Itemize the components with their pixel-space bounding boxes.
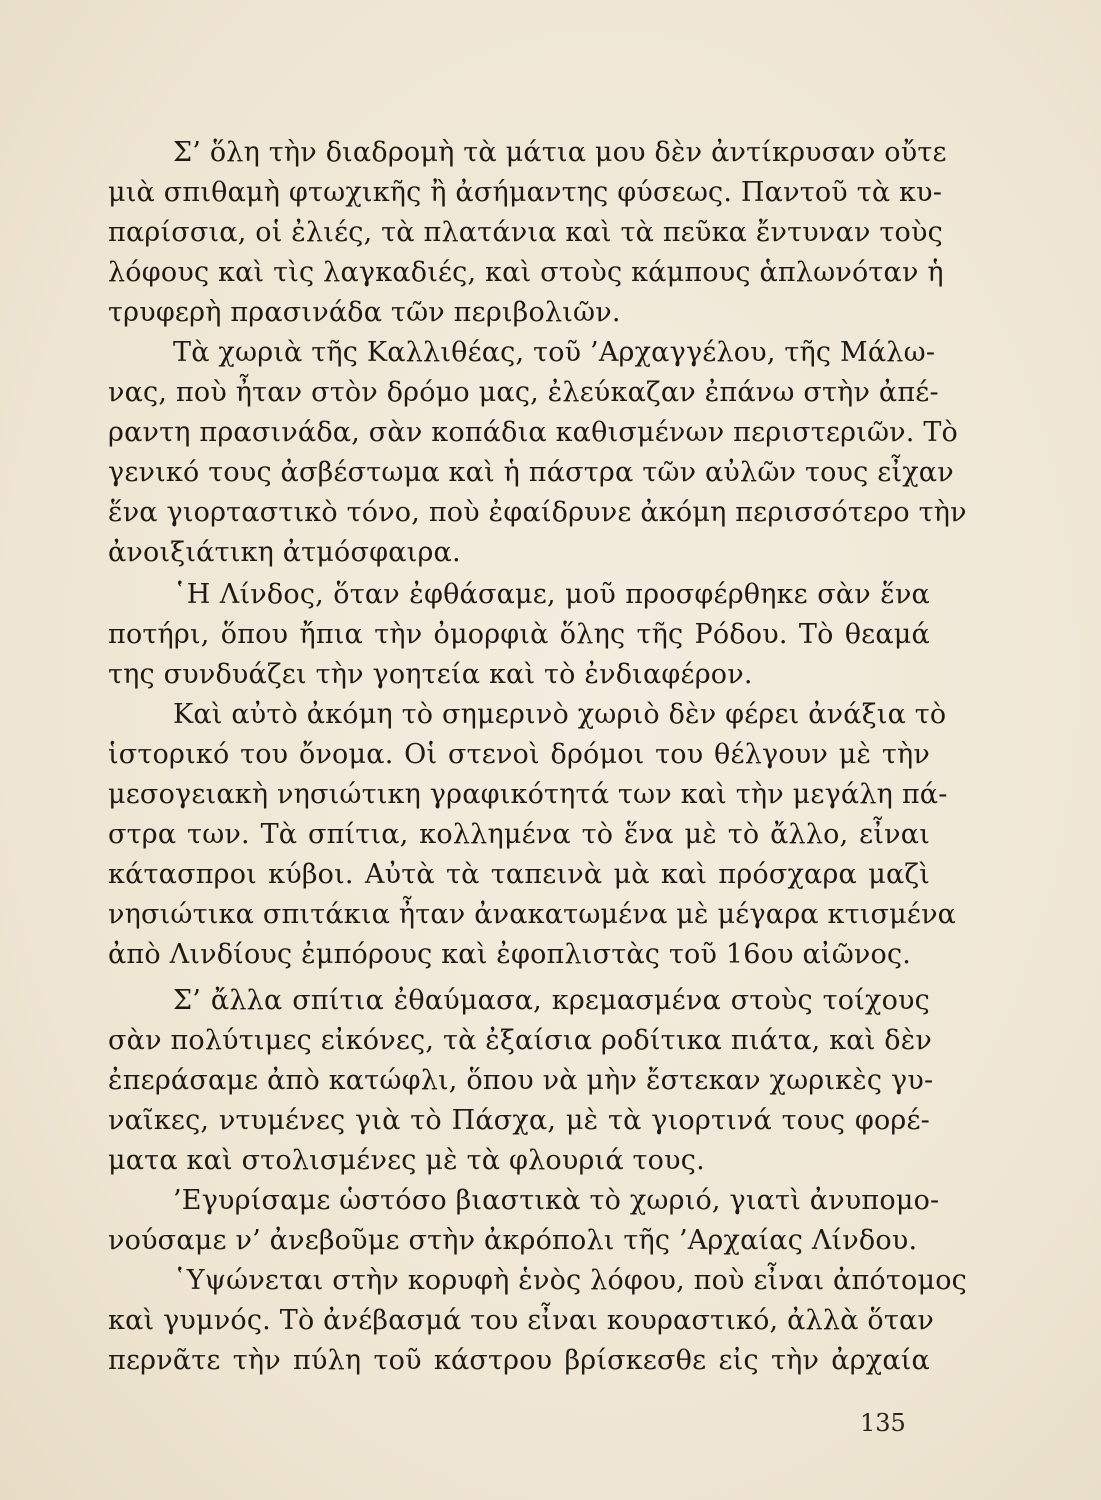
page-number: 135: [860, 1409, 906, 1437]
text-line: ναῖκες, ντυμένες γιὰ τὸ Πάσχα, μὲ τὰ γιορτινά τους φορέ-: [108, 1105, 930, 1136]
text-line: κάτασπροι κύβοι. Αὐτὰ τὰ ταπεινὰ μὰ καὶ πρόσχαρα μαζὶ: [108, 859, 930, 890]
text-line: ματα καὶ στολισμένες μὲ τὰ φλουριά τους.: [108, 1145, 705, 1176]
text-line: ῾Υψώνεται στὴν κορυφὴ ἑνὸς λόφου, ποὺ εἶναι ἀπότομος: [173, 1265, 967, 1296]
text-line: της συνδυάζει τὴν γοητεία καὶ τὸ ἐνδιαφέρον.: [108, 659, 753, 690]
text-line: σὰν πολύτιμες εἰκόνες, τὰ ἐξαίσια ροδίτικα πιάτα, καὶ δὲν: [108, 1025, 933, 1056]
text-line: περνᾶτε τὴν πύλη τοῦ κάστρου βρίσκεσθε εἰς τὴν ἀρχαία: [108, 1345, 930, 1376]
text-line: μεσογειακὴ νησιώτικη γραφικότητά των καὶ τὴν μεγάλη πά-: [108, 779, 948, 810]
text-line: Τὰ χωριὰ τῆς Καλλιθέας, τοῦ ’Αρχαγγέλου, τῆς Μάλω-: [173, 337, 936, 368]
text-line: ραντη πρασινάδα, σὰν κοπάδια καθισμένων περιστεριῶν. Τὸ: [108, 417, 959, 448]
text-line: νησιώτικα σπιτάκια ἦταν ἀνακατωμένα μὲ μέγαρα κτισμένα: [108, 899, 957, 930]
text-line: παρίσσια, οἱ ἐλιές, τὰ πλατάνια καὶ τὰ πεῦκα ἔντυναν τοὺς: [108, 217, 943, 248]
text-line: Σ’ ἄλλα σπίτια ἐθαύμασα, κρεμασμένα στοὺς τοίχους: [173, 985, 930, 1016]
text-line: Σ’ ὅλη τὴν διαδρομὴ τὰ μάτια μου δὲν ἀντίκρυσαν οὔτε: [173, 137, 947, 168]
text-line: γενικό τους ἀσβέστωμα καὶ ἡ πάστρα τῶν αὐλῶν τους εἶχαν: [108, 457, 954, 488]
text-line: ἐπεράσαμε ἀπὸ κατώφλι, ὅπου νὰ μὴν ἔστεκαν χωρικὲς γυ-: [108, 1065, 934, 1096]
text-line: ῾Η Λίνδος, ὅταν ἐφθάσαμε, μοῦ προσφέρθηκε σὰν ἕνα: [173, 579, 930, 610]
text-line: λόφους καὶ τὶς λαγκαδιές, καὶ στοὺς κάμπους ἁπλωνόταν ἡ: [108, 257, 944, 288]
text-line: ποτήρι, ὅπου ἤπια τὴν ὀμορφιὰ ὅλης τῆς Ρόδου. Τὸ θεαμά: [108, 619, 930, 650]
text-line: καὶ γυμνός. Τὸ ἀνέβασμά του εἶναι κουραστικό, ἀλλὰ ὅταν: [108, 1305, 935, 1336]
text-line: νας, ποὺ ἦταν στὸν δρόμο μας, ἐλεύκαζαν ἐπάνω στὴν ἀπέ-: [108, 377, 939, 408]
text-line: ἕνα γιορταστικὸ τόνο, ποὺ ἐφαίδρυνε ἀκόμη περισσότερο τὴν: [108, 497, 967, 528]
text-line: ἀπὸ Λινδίους ἐμπόρους καὶ ἐφοπλιστὰς τοῦ 16ου αἰῶνος.: [108, 939, 912, 970]
text-line: στρα των. Τὰ σπίτια, κολλημένα τὸ ἕνα μὲ τὸ ἄλλο, εἶναι: [108, 819, 930, 850]
text-line: Καὶ αὐτὸ ἀκόμη τὸ σημερινὸ χωριὸ δὲν φέρει ἀνάξια τὸ: [173, 699, 947, 730]
text-line: νούσαμε ν’ ἀνεβοῦμε στὴν ἀκρόπολι τῆς ’Αρχαίας Λίνδου.: [108, 1225, 918, 1256]
text-line: τρυφερὴ πρασινάδα τῶν περιβολιῶν.: [108, 297, 621, 328]
text-line: ’Εγυρίσαμε ὡστόσο βιαστικὰ τὸ χωριό, γιατὶ ἀνυπομο-: [173, 1185, 940, 1216]
text-line: μιὰ σπιθαμὴ φτωχικῆς ἢ ἀσήμαντης φύσεως. Παντοῦ τὰ κυ-: [108, 177, 943, 208]
text-line: ἀνοιξιάτικη ἀτμόσφαιρα.: [108, 537, 461, 568]
text-line: ἱστορικό του ὄνομα. Οἱ στενοὶ δρόμοι του θέλγουν μὲ τὴν: [108, 739, 930, 770]
